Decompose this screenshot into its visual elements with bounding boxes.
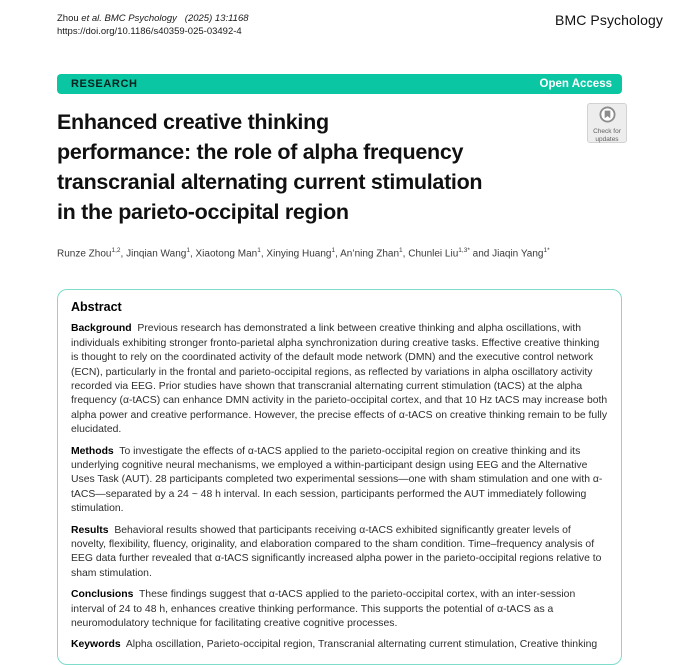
abstract-section-keywords: Keywords Alpha oscillation, Parieto-occipital region, Transcranial alternating current stimulation, Creative thinking xyxy=(71,639,598,651)
citation-line xyxy=(57,12,249,25)
research-banner xyxy=(57,74,622,94)
author-affiliation-sup: 1 xyxy=(186,247,190,254)
section-label: Background xyxy=(71,323,132,335)
check-badge-line2: updates xyxy=(595,135,619,143)
author-name: Runze Zhou xyxy=(57,248,112,260)
section-label: Conclusions xyxy=(71,589,134,601)
citation-author: Zhou xyxy=(57,13,82,24)
research-label: RESEARCH xyxy=(71,78,138,90)
doi-link[interactable]: https://doi.org/10.1186/s40359-025-03492-4 xyxy=(57,26,242,37)
abstract-section-results: Results Behavioral results showed that participants receiving α-tACS exhibited significantly greater levels of novelty, flexibility, fluency, originality, and elaboration compared to the sham condition. Time–frequency analysis of EEG data further revealed that α-tACS significantly increased alpha power in the parieto-occipital regions relative to sham stimulation. xyxy=(71,524,602,579)
citation-journal-italic: et al. BMC Psychology xyxy=(81,13,177,24)
title-block xyxy=(57,107,622,227)
author-affiliation-sup: 1,3* xyxy=(458,247,470,254)
author-line: Runze Zhou$^{1,2}$, Jinqian Wang$^1$, Xiaotong Man$^1$, Xinying Huang$^1$, An’ning Zhan$^1$, Chunlei Liu$^{1,3*}$ and Jiaqin Yang$^{1*}$ xyxy=(57,247,550,260)
citation-block xyxy=(57,12,249,38)
abstract-section-conclusions: Conclusions These findings suggest that α-tACS applied to the parieto-occipital cortex, with an inter-session interval of 24 to 48 h, enhances creative thinking performance. This supports the potential of α-tACS as a neuromodulatory technique for facilitating creative cognitive processes. xyxy=(71,589,576,630)
section-label: Results xyxy=(71,524,109,536)
author-affiliation-sup: 1,2 xyxy=(111,247,121,254)
open-access-label: Open Access xyxy=(539,78,612,90)
check-badge-line1: Check for xyxy=(593,128,621,135)
author-affiliation-sup: 1 xyxy=(257,247,261,254)
author-name: Jinqian Wang xyxy=(126,248,187,260)
check-for-updates-button[interactable] xyxy=(587,103,627,143)
author-affiliation-sup: 1 xyxy=(331,247,336,254)
section-label: Methods xyxy=(71,445,114,457)
article-title: Enhanced creative thinking performance: the role of alpha frequency transcranial alternating current stimulation in the parieto-occipital region xyxy=(57,110,483,224)
journal-name: BMC Psychology xyxy=(555,12,663,28)
abstract-section-background: Background Previous research has demonstrated a link between creative thinking and alpha oscillations, with individuals exhibiting stronger fronto-parietal alpha synchronization during creative tasks. Effective creative thinking is thought to rely on the coordinated activity of the default mode network (DMN) and the executive control network (ECN), particularly in the frontal and parieto-occipital regions, as reflected by variations in alpha oscillatory activity recorded via EEG. Prior studies have shown that transcranial alternating current stimulation (tACS) at the alpha frequency (α-tACS) can enhance DMN activity in the parieto-occipital cortex, and that 10 Hz tACS may increase both alpha power and creative performance. However, the precise effects of α-tACS on creative thinking remain to be fully elucidated. xyxy=(71,323,608,436)
author-name: Jiaqin Yang xyxy=(492,248,544,260)
author-name: Xiaotong Man xyxy=(195,248,258,260)
author-name: Xinying Huang xyxy=(266,248,332,260)
author-affiliation-sup: 1* xyxy=(543,247,550,254)
abstract-box xyxy=(57,289,622,665)
section-label: Keywords xyxy=(71,639,121,651)
author-name: An’ning Zhan xyxy=(340,248,400,260)
crossmark-icon xyxy=(599,106,616,128)
abstract-sections xyxy=(71,322,608,653)
page-header xyxy=(0,0,679,38)
abstract-section-methods: Methods To investigate the effects of α-tACS applied to the parieto-occipital region on creative thinking and its underlying cognitive neural mechanisms, we employed a within-participant design using EEG and the Alternative Uses Task (AUT). 28 participants completed two experimental sessions—one with sham stimulation and one with α-tACS—separated by a 24 ~ 48 h interval. In each session, participants performed the AUT immediately following stimulation. xyxy=(71,445,603,515)
citation-volume: (2025) 13:1168 xyxy=(184,13,249,24)
abstract-heading: Abstract xyxy=(71,300,122,315)
author-name: Chunlei Liu xyxy=(408,248,459,260)
author-affiliation-sup: 1 xyxy=(399,247,403,254)
